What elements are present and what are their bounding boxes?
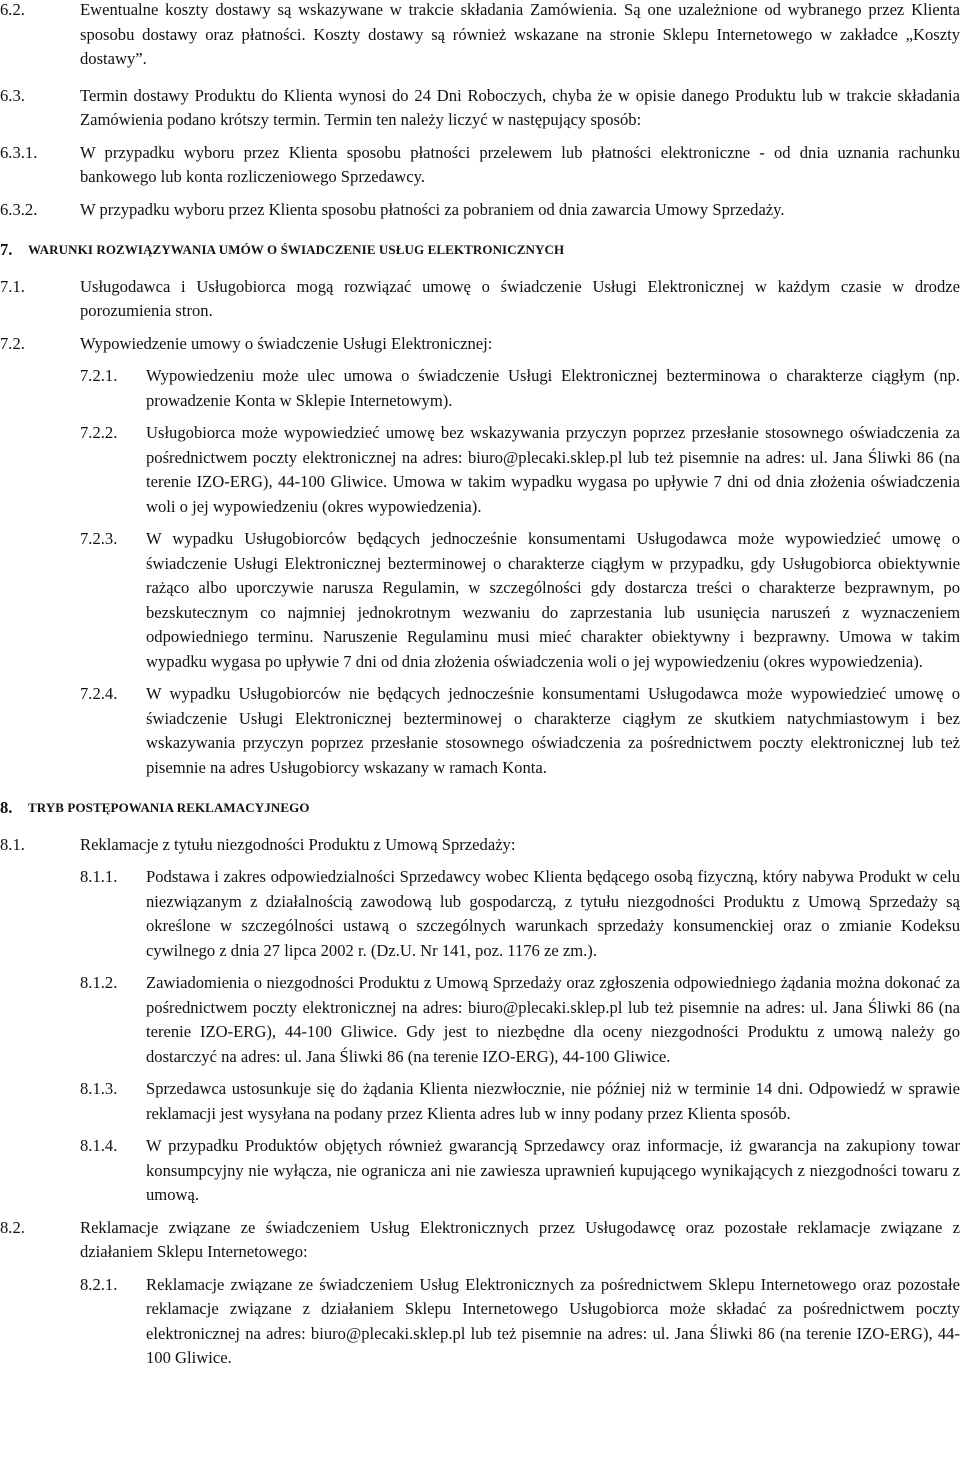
clause-number: 6.3. [0, 85, 25, 105]
clause-number: 8.1. [0, 834, 25, 854]
clause-paragraph [0, 275, 960, 324]
clause-paragraph [0, 833, 960, 858]
clause-number: 7.2.1. [80, 366, 118, 385]
clause-paragraph [0, 84, 960, 133]
section-title: TRYB POSTĘPOWANIA REKLAMACYJNEGO [28, 800, 310, 815]
clause-text: Termin dostawy Produktu do Klienta wynosi do 24 Dni Roboczych, chyba że w opisie danego Produktu lub w trakcie składania Zamówienia podano krótszy termin. Termin ten należy liczyć w następujący sposób: [80, 85, 960, 129]
clause-text: W wypadku Usługobiorców będących jednocześnie konsumentami Usługodawca może wypowiedzieć umowę o świadczenie Usługi Elektronicznej bezterminowej o charakterze ciągłym w przypadku, gdy Usługobiorca obiektywnie rażąco albo uporczywie narusza Regulamin, w szczególności gdy dostarcza treści o charakterze bezprawnym, po bezskutecznym co najmniej jednokrotnym wezwaniu do zaprzestania lub usunięcia naruszeń z wyznaczeniem odpowiedniego terminu. Naruszenie Regulaminu musi mieć charakter obiektywny i bezprawny. Umowa w takim wypadku wygasa po upływie 7 dni od dnia złożenia oświadczenia woli o jej wypowiedzeniu (okres wypowiedzenia). [146, 529, 960, 671]
clause-paragraph [0, 527, 960, 674]
clause-paragraph [0, 421, 960, 519]
clause-paragraph [0, 1134, 960, 1208]
clause-number: 8.1.2. [80, 973, 118, 992]
clause-number: 7.2.4. [80, 684, 118, 703]
clause-text: Usługodawca i Usługobiorca mogą rozwiązać umowę o świadczenie Usługi Elektronicznej w każdym czasie w drodze porozumienia stron. [80, 276, 960, 320]
clause-paragraph [0, 1273, 960, 1371]
clause-paragraph [0, 141, 960, 190]
section-heading [0, 796, 960, 821]
clause-text: Ewentualne koszty dostawy są wskazywane w trakcie składania Zamówienia. Są one uzależnione od wybranego przez Klienta sposobu dostawy oraz płatności. Koszty dostawy są również wskazane na stronie Sklepu Internetowego w zakładce „Koszty dostawy”. [80, 0, 960, 68]
clause-number: 7.1. [0, 276, 25, 296]
clause-paragraph [0, 971, 960, 1069]
clause-text: Usługobiorca może wypowiedzieć umowę bez wskazywania przyczyn poprzez przesłanie stosownego oświadczenia za pośrednictwem poczty elektronicznej na adres: biuro@plecaki.sklep.pl lub też pisemnie na adres: ul. Jana Śliwki 86 (na terenie IZO-ERG), 44-100 Gliwice. Umowa w takim wypadku wygasa po upływie 7 dni od dnia złożenia oświadczenia woli o jej wypowiedzeniu (okres wypowiedzenia). [146, 423, 960, 516]
clause-paragraph [0, 682, 960, 780]
section-title: WARUNKI ROZWIĄZYWANIA UMÓW O ŚWIADCZENIE USŁUG ELEKTRONICZNYCH [28, 242, 565, 257]
clause-text: W przypadku wyboru przez Klienta sposobu płatności przelewem lub płatności elektroniczne - od dnia uznania rachunku bankowego lub konta rozliczeniowego Sprzedawcy. [80, 142, 960, 186]
clause-text: Podstawa i zakres odpowiedzialności Sprzedawcy wobec Klienta będącego osobą fizyczną, który nabywa Produkt w celu niezwiązanym z działalnością zawodową lub gospodarczą, z tytułu niezgodności Produktu z Umową Sprzedaży są określone w szczególności ustawą o szczególnych warunkach sprzedaży konsumenckiej oraz o zmianie Kodeksu cywilnego z dnia 27 lipca 2002 r. (Dz.U. Nr 141, poz. 1176 ze zm.). [146, 867, 960, 960]
clause-number: 6.3.2. [0, 199, 38, 219]
clause-text: Sprzedawca ustosunkuje się do żądania Klienta niezwłocznie, nie później niż w terminie 14 dni. Odpowiedź w sprawie reklamacji jest wysyłana na podany przez Klienta adres lub w inny podany przez Klienta sposób. [146, 1079, 960, 1123]
clause-text: W przypadku wyboru przez Klienta sposobu płatności za pobraniem od dnia zawarcia Umowy Sprzedaży. [80, 199, 785, 219]
clause-number: 7.2.2. [80, 423, 118, 442]
clause-paragraph [0, 364, 960, 413]
clause-number: 8.1.1. [80, 867, 118, 886]
clause-text: Wypowiedzeniu może ulec umowa o świadczenie Usługi Elektronicznej bezterminowa o charakterze ciągłym (np. prowadzenie Konta w Sklepie Internetowym). [146, 366, 960, 410]
clause-paragraph [0, 332, 960, 357]
clause-number: 6.3.1. [0, 142, 38, 162]
clause-text: Wypowiedzenie umowy o świadczenie Usługi Elektronicznej: [80, 333, 493, 353]
clause-text: W wypadku Usługobiorców nie będących jednocześnie konsumentami Usługodawca może wypowiedzieć umowę o świadczenie Usługi Elektronicznej bezterminowej o charakterze ciągłym ze skutkiem natychmiastowym i bez wskazywania przyczyn poprzez przesłanie stosownego oświadczenia za pośrednictwem poczty elektronicznej lub też pisemnie na adres Usługobiorcy wskazany w ramach Konta. [146, 684, 960, 777]
clause-number: 8.2.1. [80, 1274, 118, 1294]
clause-paragraph [0, 865, 960, 963]
clause-number: 8.1.3. [80, 1079, 118, 1098]
clause-paragraph [0, 0, 960, 72]
clause-number: 6.2. [0, 0, 25, 19]
clause-number: 7. [0, 240, 13, 259]
clause-text: Reklamacje związane ze świadczeniem Usług Elektronicznych za pośrednictwem Sklepu Internetowego oraz pozostałe reklamacje związane z działaniem Sklepu Internetowego Usługobiorca może składać za pośrednictwem poczty elektronicznej na adres: biuro@plecaki.sklep.pl lub też pisemnie na adres: ul. Jana Śliwki 86 (na terenie IZO-ERG), 44-100 Gliwice. [146, 1274, 960, 1367]
clause-number: 8.2. [0, 1217, 25, 1237]
clause-text: Reklamacje związane ze świadczeniem Usług Elektronicznych przez Usługodawcę oraz pozostałe reklamacje związane z działaniem Sklepu Internetowego: [80, 1217, 960, 1261]
clause-paragraph [0, 1216, 960, 1265]
clause-number: 8.1.4. [80, 1136, 118, 1155]
clause-text: Reklamacje z tytułu niezgodności Produktu z Umową Sprzedaży: [80, 834, 516, 854]
section-heading [0, 238, 960, 263]
clause-number: 7.2. [0, 333, 25, 353]
clause-paragraph [0, 198, 960, 223]
clause-number: 8. [0, 798, 13, 817]
clause-paragraph [0, 1077, 960, 1126]
clause-text: W przypadku Produktów objętych również gwarancją Sprzedawcy oraz informacje, iż gwarancja na zakupiony towar konsumpcyjny nie wyłącza, nie ogranicza ani nie zawiesza uprawnień kupującego wynikających z niezgodności towaru z umową. [146, 1136, 960, 1204]
clause-number: 7.2.3. [80, 529, 118, 548]
clause-text: Zawiadomienia o niezgodności Produktu z Umową Sprzedaży oraz zgłoszenia odpowiedniego żądania można dokonać za pośrednictwem poczty elektronicznej na adres: biuro@plecaki.sklep.pl lub też pisemnie na adres: ul. Jana Śliwki 86 (na terenie IZO-ERG), 44-100 Gliwice. Gdy jest to niezbędne dla oceny niezgodności Produktu z umową należy go dostarczyć na adres: ul. Jana Śliwki 86 (na terenie IZO-ERG), 44-100 Gliwice. [146, 973, 960, 1066]
